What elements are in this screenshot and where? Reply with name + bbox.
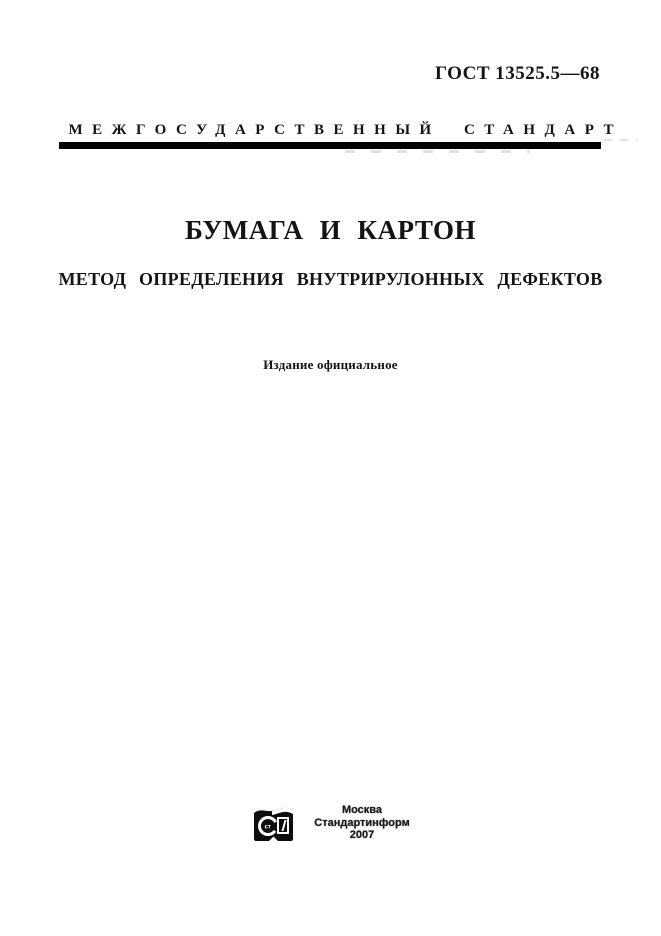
standard-number: ГОСТ 13525.5—68 (434, 63, 600, 84)
banner-interstate-standard: МЕЖГОСУДАРСТВЕННЫЙ СТАНДАРТ (68, 122, 624, 138)
edition-note: Издание официальное (263, 357, 398, 372)
document-subtitle: МЕТОД ОПРЕДЕЛЕНИЯ ВНУТРИРУЛОННЫХ ДЕФЕКТОВ (58, 269, 603, 289)
imprint-publisher: Стандартинформ (314, 816, 410, 829)
banner-rule (59, 142, 601, 149)
document-title: БУМАГА И КАРТОН (185, 215, 476, 245)
scan-artifact (604, 139, 638, 141)
scan-artifact (345, 150, 530, 153)
standartinform-logo-icon (251, 803, 296, 843)
imprint-city: Москва (341, 804, 383, 817)
imprint-text (314, 804, 409, 842)
imprint-year: 2007 (349, 829, 375, 842)
svg-text:ст: ст (264, 824, 272, 831)
imprint-block (0, 803, 661, 843)
